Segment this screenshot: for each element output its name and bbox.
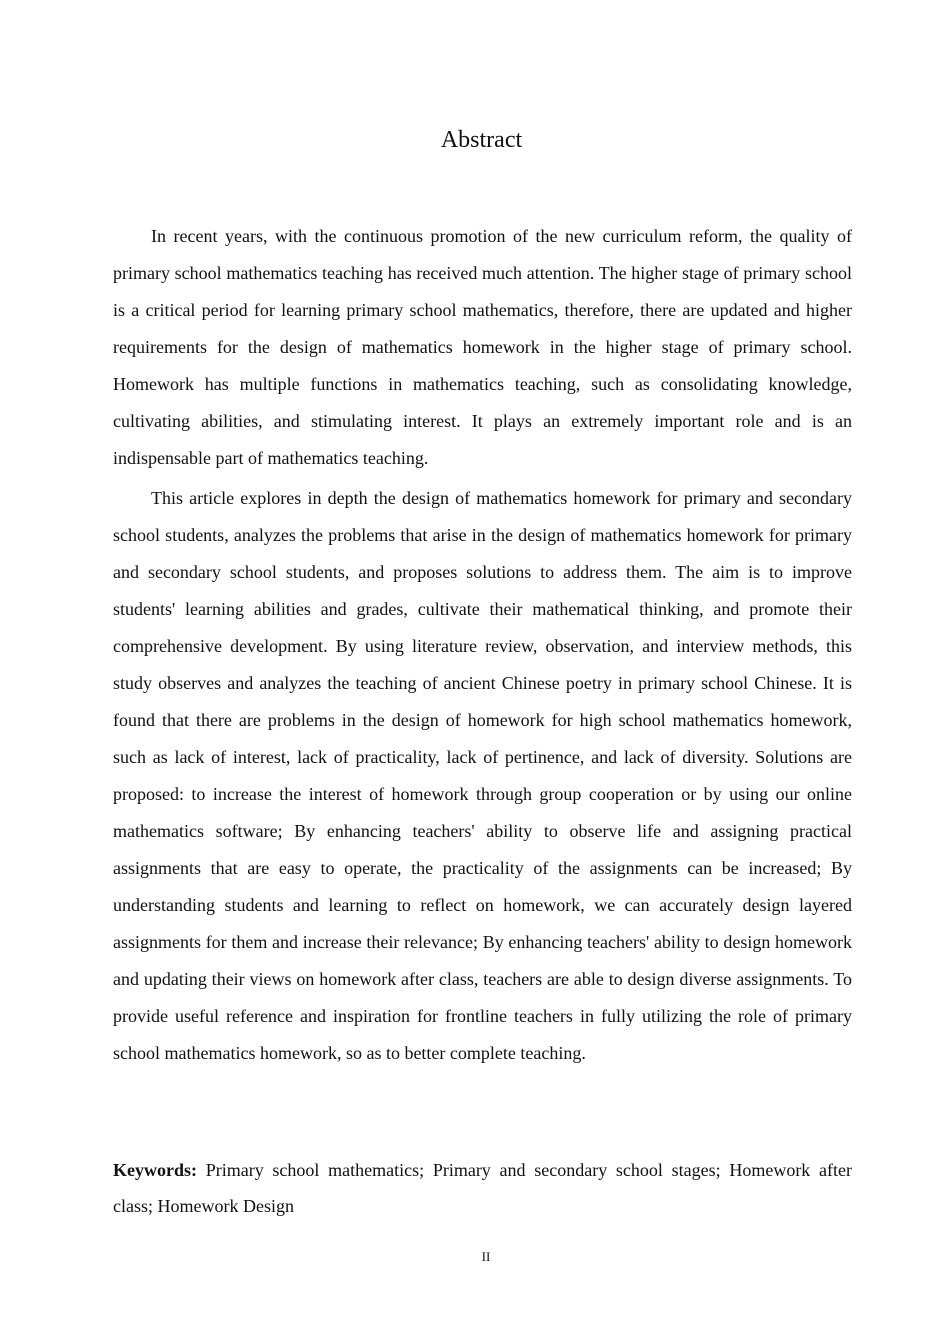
- keywords-section: [113, 1152, 852, 1224]
- page-number: II: [481, 1249, 491, 1264]
- abstract-paragraph-2: This article explores in depth the design of mathematics homework for primary and secondary school students, analyzes the problems that arise in the design of mathematics homework for primary and secondary school students, and proposes solutions to address them. The aim is to improve students' learning abilities and grades, cultivate their mathematical thinking, and promote their comprehensive development. By using literature review, observation, and interview methods, this study observes and analyzes the teaching of ancient Chinese poetry in primary school Chinese. It is found that there are problems in the design of homework for high school mathematics homework, such as lack of interest, lack of practicality, lack of pertinence, and lack of diversity. Solutions are proposed: to increase the interest of homework through group cooperation or by using our online mathematics software; By enhancing teachers' ability to observe life and assigning practical assignments that are easy to operate, the practicality of the assignments can be increased; By understanding students and learning to reflect on homework, we can accurately design layered assignments for them and increase their relevance; By enhancing teachers' ability to design homework and updating their views on homework after class, teachers are able to design diverse assignments. To provide useful reference and inspiration for frontline teachers in fully utilizing the role of primary school mathematics homework, so as to better complete teaching.: [113, 488, 852, 1063]
- abstract-body: [113, 218, 852, 1072]
- abstract-paragraph-1: In recent years, with the continuous promotion of the new curriculum reform, the quality of primary school mathematics teaching has received much attention. The higher stage of primary school is a critical period for learning primary school mathematics, therefore, there are updated and higher requirements for the design of mathematics homework in the higher stage of primary school. Homework has multiple functions in mathematics teaching, such as consolidating knowledge, cultivating abilities, and stimulating interest. It plays an extremely important role and is an indispensable part of mathematics teaching.: [113, 226, 852, 468]
- keywords-text: Primary school mathematics; Primary and secondary school stages; Homework after class; Homework Design: [113, 1160, 852, 1216]
- keywords-label: Keywords:: [113, 1160, 197, 1180]
- abstract-title: Abstract: [440, 127, 523, 153]
